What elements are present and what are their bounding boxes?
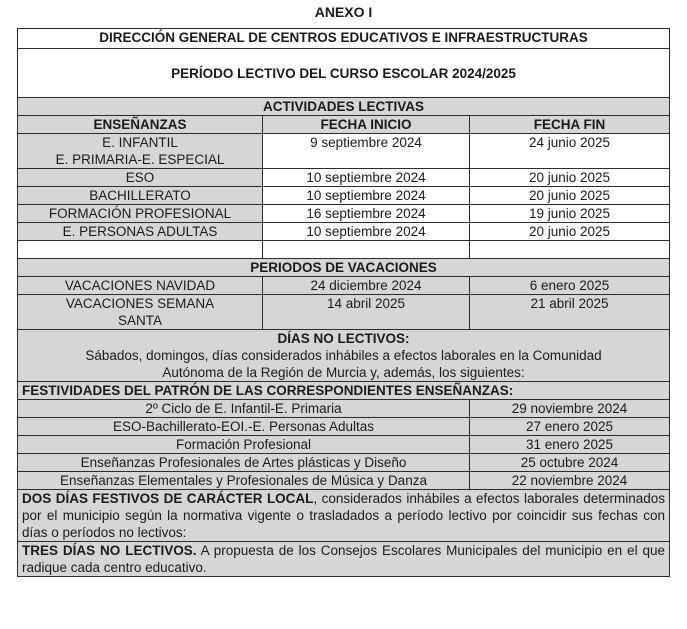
vacation-name: VACACIONES NAVIDAD (18, 277, 263, 295)
lective-section-row (18, 98, 670, 116)
vacation-name (18, 295, 263, 330)
teaching-name: ESO (18, 169, 263, 187)
festivity-date: 25 octubre 2024 (470, 454, 670, 472)
annex-title: ANEXO I (314, 4, 373, 20)
col-header-start: FECHA INICIO (263, 116, 470, 134)
vacation-name-line: VACACIONES SEMANA (65, 296, 215, 311)
start-date: 10 septiembre 2024 (263, 169, 470, 187)
period-title: PERÍODO LECTIVO DEL CURSO ESCOLAR 2024/2025 (18, 49, 670, 98)
festivity-name: Enseñanzas Elementales y Profesionales de Música y Danza (18, 472, 470, 490)
lective-row (18, 223, 670, 241)
teaching-name-line: E. INFANTIL (102, 135, 178, 150)
empty-row (18, 241, 670, 259)
local-holidays-row (18, 490, 670, 542)
start-date: 10 septiembre 2024 (263, 223, 470, 241)
teaching-name: FORMACIÓN PROFESIONAL (18, 205, 263, 223)
festivity-name: 2º Ciclo de E. Infantil-E. Primaria (18, 400, 470, 418)
vacation-start: 24 diciembre 2024 (263, 277, 470, 295)
empty-cell (18, 241, 263, 259)
festivity-date: 29 noviembre 2024 (470, 400, 670, 418)
festivities-title-row (18, 382, 670, 400)
end-date: 24 junio 2025 (470, 134, 670, 169)
col-header-teaching: ENSEÑANZAS (18, 116, 263, 134)
end-date: 20 junio 2025 (470, 223, 670, 241)
calendar-table (17, 28, 670, 577)
festivity-row (18, 418, 670, 436)
lective-row (18, 205, 670, 223)
vacations-section-title: PERIODOS DE VACACIONES (18, 259, 670, 277)
non-lective-title: DÍAS NO LECTIVOS: (277, 331, 410, 346)
teaching-name: BACHILLERATO (18, 187, 263, 205)
directorate-row (18, 29, 670, 49)
festivity-row (18, 472, 670, 490)
festivity-row (18, 436, 670, 454)
lective-row (18, 169, 670, 187)
non-lective-text: Sábados, domingos, días considerados inhábiles a efectos laborales en la Comunidad (85, 348, 602, 363)
non-lective-row (18, 330, 670, 382)
lective-section-title: ACTIVIDADES LECTIVAS (18, 98, 670, 116)
festivity-row (18, 400, 670, 418)
local-holidays-text: , considerados inhábiles a efectos laborales determinados por el municipio según la normativa vigente o trasladados a período lectivo por coincidir sus fechas con días o períodos no lectivos: (22, 491, 665, 540)
lective-column-headers (18, 116, 670, 134)
lective-row (18, 187, 670, 205)
non-lective-text: Autónoma de la Región de Murcia y, además, los siguientes: (162, 365, 525, 380)
end-date: 20 junio 2025 (470, 169, 670, 187)
directorate-heading: DIRECCIÓN GENERAL DE CENTROS EDUCATIVOS E INFRAESTRUCTURAS (18, 29, 670, 49)
teaching-name (18, 134, 263, 169)
local-holidays-heading: DOS DÍAS FESTIVOS DE CARÁCTER LOCAL (22, 491, 314, 506)
start-date: 16 septiembre 2024 (263, 205, 470, 223)
period-title-row (18, 49, 670, 98)
local-holidays-paragraph (18, 490, 670, 542)
non-lective-block (18, 330, 670, 382)
festivity-date: 31 enero 2025 (470, 436, 670, 454)
teaching-name-line: E. PRIMARIA-E. ESPECIAL (55, 152, 225, 167)
three-days-heading: TRES DÍAS NO LECTIVOS. (22, 543, 197, 558)
start-date: 9 septiembre 2024 (263, 134, 470, 169)
festivity-row (18, 454, 670, 472)
three-days-row (18, 542, 670, 577)
vacation-row (18, 295, 670, 330)
festivity-name: Enseñanzas Profesionales de Artes plásticas y Diseño (18, 454, 470, 472)
lective-row (18, 134, 670, 169)
vacation-name-line: SANTA (117, 313, 162, 328)
vacation-end: 6 enero 2025 (470, 277, 670, 295)
end-date: 20 junio 2025 (470, 187, 670, 205)
empty-cell (470, 241, 670, 259)
vacation-start: 14 abril 2025 (263, 295, 470, 330)
empty-cell (263, 241, 470, 259)
end-date: 19 junio 2025 (470, 205, 670, 223)
vacations-section-row (18, 259, 670, 277)
three-days-text: A propuesta de los Consejos Escolares Municipales del municipio en el que radique cada centro educativo. (22, 543, 665, 575)
vacation-end: 21 abril 2025 (470, 295, 670, 330)
festivity-date: 22 noviembre 2024 (470, 472, 670, 490)
festivity-name: ESO-Bachillerato-EOI.-E. Personas Adultas (18, 418, 470, 436)
vacation-row (18, 277, 670, 295)
col-header-end: FECHA FIN (470, 116, 670, 134)
start-date: 10 septiembre 2024 (263, 187, 470, 205)
festivity-name: Formación Profesional (18, 436, 470, 454)
teaching-name: E. PERSONAS ADULTAS (18, 223, 263, 241)
festivity-date: 27 enero 2025 (470, 418, 670, 436)
festivities-title: FESTIVIDADES DEL PATRÓN DE LAS CORRESPONDIENTES ENSEÑANZAS: (18, 382, 670, 400)
three-days-paragraph (18, 542, 670, 577)
